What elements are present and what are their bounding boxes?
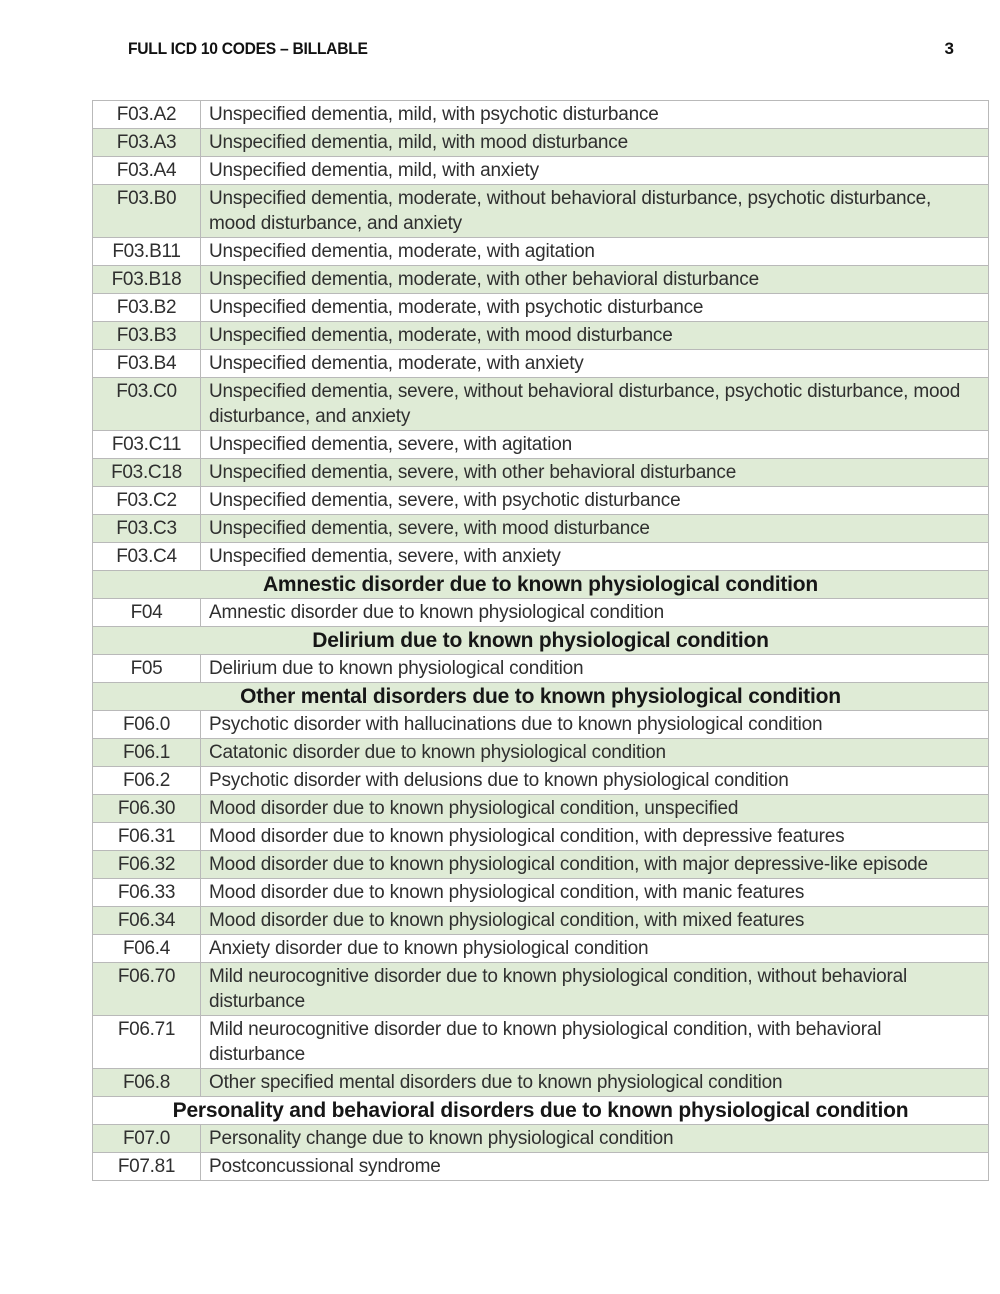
icd-code-cell: F03.B0: [93, 185, 201, 238]
icd-code-cell: F06.4: [93, 935, 201, 963]
icd-code-cell: F03.B3: [93, 322, 201, 350]
icd-code-cell: F06.33: [93, 879, 201, 907]
icd-code-cell: F06.0: [93, 711, 201, 739]
section-heading-row: [93, 571, 989, 599]
table-row: [93, 350, 989, 378]
table-row: [93, 767, 989, 795]
description-cell: Unspecified dementia, mild, with psychotic disturbance: [201, 101, 989, 129]
description-cell: Unspecified dementia, severe, with psychotic disturbance: [201, 487, 989, 515]
description-cell: Unspecified dementia, moderate, with mood disturbance: [201, 322, 989, 350]
icd-code-cell: F03.B4: [93, 350, 201, 378]
table-row: [93, 655, 989, 683]
section-heading: Amnestic disorder due to known physiological condition: [93, 571, 989, 599]
table-row: [93, 238, 989, 266]
icd-code-cell: F03.C0: [93, 378, 201, 431]
icd-code-cell: F03.C11: [93, 431, 201, 459]
document-title: FULL ICD 10 CODES – BILLABLE: [128, 39, 368, 58]
description-cell: Anxiety disorder due to known physiological condition: [201, 935, 989, 963]
icd-code-cell: F03.C3: [93, 515, 201, 543]
table-row: [93, 935, 989, 963]
table-row: [93, 823, 989, 851]
description-cell: Mild neurocognitive disorder due to known physiological condition, without behavioral disturbance: [201, 963, 989, 1016]
description-cell: Unspecified dementia, severe, without behavioral disturbance, psychotic disturbance, mood disturbance, and anxiety: [201, 378, 989, 431]
icd-code-cell: F03.C2: [93, 487, 201, 515]
description-cell: Mild neurocognitive disorder due to known physiological condition, with behavioral disturbance: [201, 1016, 989, 1069]
description-cell: Unspecified dementia, severe, with agitation: [201, 431, 989, 459]
icd-code-cell: F06.34: [93, 907, 201, 935]
table-row: [93, 515, 989, 543]
table-row: [93, 795, 989, 823]
table-body: [93, 101, 989, 1181]
table-row: [93, 294, 989, 322]
table-row: [93, 851, 989, 879]
description-cell: Unspecified dementia, moderate, with agitation: [201, 238, 989, 266]
description-cell: Unspecified dementia, mild, with anxiety: [201, 157, 989, 185]
description-cell: Mood disorder due to known physiological condition, with manic features: [201, 879, 989, 907]
icd-code-cell: F03.B11: [93, 238, 201, 266]
icd-code-cell: F06.31: [93, 823, 201, 851]
icd-code-cell: F05: [93, 655, 201, 683]
table-row: [93, 157, 989, 185]
icd-code-cell: F03.A3: [93, 129, 201, 157]
table-row: [93, 1016, 989, 1069]
description-cell: Unspecified dementia, severe, with anxiety: [201, 543, 989, 571]
description-cell: Other specified mental disorders due to known physiological condition: [201, 1069, 989, 1097]
table-row: [93, 963, 989, 1016]
table-row: [93, 543, 989, 571]
icd-code-cell: F06.70: [93, 963, 201, 1016]
description-cell: Psychotic disorder with delusions due to known physiological condition: [201, 767, 989, 795]
table-row: [93, 266, 989, 294]
description-cell: Amnestic disorder due to known physiological condition: [201, 599, 989, 627]
description-cell: Postconcussional syndrome: [201, 1153, 989, 1181]
icd-code-cell: F06.30: [93, 795, 201, 823]
icd-code-cell: F03.C4: [93, 543, 201, 571]
table-row: [93, 599, 989, 627]
icd-code-cell: F06.71: [93, 1016, 201, 1069]
table-row: [93, 378, 989, 431]
table-row: [93, 459, 989, 487]
description-cell: Mood disorder due to known physiological condition, with depressive features: [201, 823, 989, 851]
table-row: [93, 487, 989, 515]
description-cell: Personality change due to known physiological condition: [201, 1125, 989, 1153]
table-row: [93, 322, 989, 350]
icd-code-cell: F06.32: [93, 851, 201, 879]
description-cell: Psychotic disorder with hallucinations due to known physiological condition: [201, 711, 989, 739]
section-heading-row: [93, 627, 989, 655]
description-cell: Unspecified dementia, moderate, with other behavioral disturbance: [201, 266, 989, 294]
icd-code-cell: F06.2: [93, 767, 201, 795]
section-heading-row: [93, 683, 989, 711]
icd-code-cell: F07.0: [93, 1125, 201, 1153]
table-row: [93, 129, 989, 157]
table-row: [93, 101, 989, 129]
description-cell: Delirium due to known physiological condition: [201, 655, 989, 683]
table-row: [93, 1069, 989, 1097]
icd-code-cell: F06.8: [93, 1069, 201, 1097]
section-heading: Delirium due to known physiological condition: [93, 627, 989, 655]
icd-code-cell: F03.C18: [93, 459, 201, 487]
table-row: [93, 185, 989, 238]
table-row: [93, 431, 989, 459]
section-heading: Personality and behavioral disorders due to known physiological condition: [93, 1097, 989, 1125]
table-row: [93, 1125, 989, 1153]
icd-code-cell: F07.81: [93, 1153, 201, 1181]
description-cell: Mood disorder due to known physiological condition, with mixed features: [201, 907, 989, 935]
icd-code-cell: F03.A4: [93, 157, 201, 185]
page-header: [128, 36, 954, 62]
icd-code-cell: F03.B18: [93, 266, 201, 294]
table-row: [93, 907, 989, 935]
description-cell: Unspecified dementia, severe, with other behavioral disturbance: [201, 459, 989, 487]
description-cell: Catatonic disorder due to known physiological condition: [201, 739, 989, 767]
description-cell: Unspecified dementia, mild, with mood disturbance: [201, 129, 989, 157]
table-row: [93, 711, 989, 739]
table-row: [93, 879, 989, 907]
table-row: [93, 739, 989, 767]
section-heading-row: [93, 1097, 989, 1125]
section-heading: Other mental disorders due to known physiological condition: [93, 683, 989, 711]
description-cell: Mood disorder due to known physiological condition, with major depressive-like episode: [201, 851, 989, 879]
description-cell: Unspecified dementia, moderate, with psychotic disturbance: [201, 294, 989, 322]
table-row: [93, 1153, 989, 1181]
page-number: 3: [944, 39, 954, 58]
icd-code-table: [92, 100, 989, 1181]
description-cell: Mood disorder due to known physiological condition, unspecified: [201, 795, 989, 823]
description-cell: Unspecified dementia, moderate, without behavioral disturbance, psychotic disturbance, mood disturbance, and anxiety: [201, 185, 989, 238]
description-cell: Unspecified dementia, severe, with mood disturbance: [201, 515, 989, 543]
icd-code-cell: F03.B2: [93, 294, 201, 322]
icd-code-cell: F06.1: [93, 739, 201, 767]
icd-code-cell: F03.A2: [93, 101, 201, 129]
icd-code-cell: F04: [93, 599, 201, 627]
description-cell: Unspecified dementia, moderate, with anxiety: [201, 350, 989, 378]
